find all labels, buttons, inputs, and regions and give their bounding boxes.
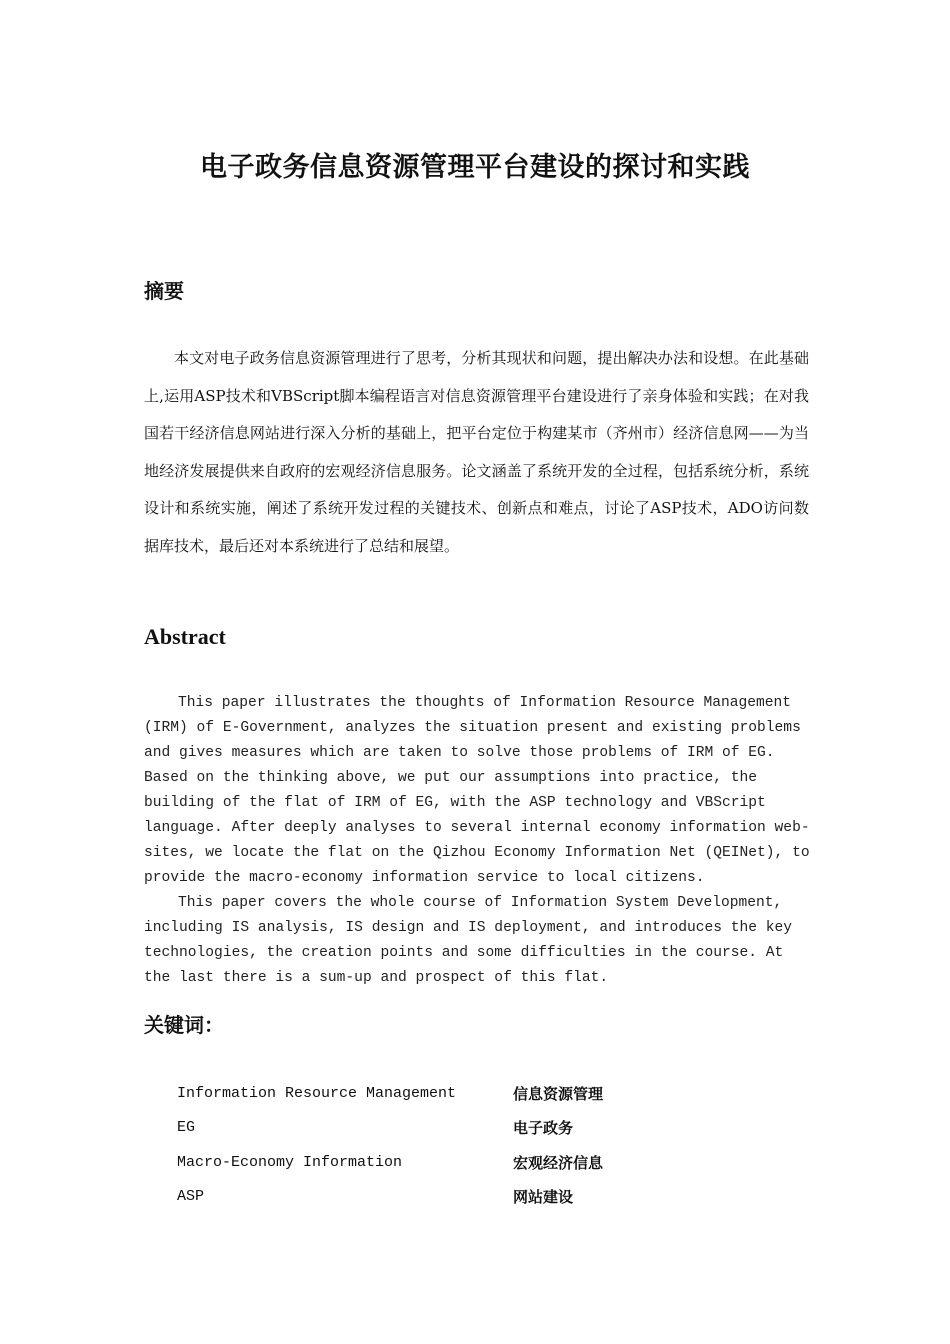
keyword-cn: 网站建设 — [513, 1188, 574, 1207]
abstract-cn-body — [144, 340, 809, 565]
keyword-en: Information Resource Management — [177, 1084, 457, 1102]
paper-title: 电子政务信息资源管理平台建设的探讨和实践 — [200, 152, 750, 183]
abstract-en-paragraph-2: This paper covers the whole course of Information System Development, including IS analysis, IS design and IS deployment, and introduces the key technologies, the creation points and some difficulties in the course. At the last there is a sum-up and prospect of this flat. — [144, 895, 793, 986]
keyword-row — [177, 1145, 737, 1180]
keyword-row — [177, 1111, 737, 1146]
abstract-en-paragraph-1: This paper illustrates the thoughts of Information Resource Management (IRM) of E-Government, analyzes the situation present and existing problems and gives measures which are taken to solve those problems of IRM of EG. Based on the thinking above, we put our assumptions into practice, the building of the flat of IRM of EG, with the ASP technology and VBScript language. After deeply analyses to several internal economy information web-sites, we locate the flat on the Qizhou Economy Information Net (QEINet), to provide the macro-economy information service to local citizens. — [144, 695, 810, 886]
keywords-list — [177, 1076, 737, 1214]
keyword-cn: 宏观经济信息 — [513, 1153, 604, 1172]
keyword-cn: 信息资源管理 — [513, 1084, 604, 1103]
abstract-en-heading: Abstract — [144, 624, 226, 649]
abstract-cn-paragraph: 本文对电子政务信息资源管理进行了思考，分析其现状和问题，提出解决办法和设想。在此基础上,运用ASP技术和VBScript脚本编程语言对信息资源管理平台建设进行了亲身体验和实践；在对我国若干经济信息网站进行深入分析的基础上，把平台定位于构建某市（齐州市）经济信息网——为当地经济发展提供来自政府的宏观经济信息服务。论文涵盖了系统开发的全过程，包括系统分析，系统设计和系统实施，阐述了系统开发过程的关键技术、创新点和难点，讨论了ASP技术，ADO访问数据库技术，最后还对本系统进行了总结和展望。 — [144, 349, 809, 555]
keywords-heading: 关键词： — [144, 1013, 224, 1037]
keyword-en: Macro-Economy Information — [177, 1153, 403, 1171]
abstract-en-body — [144, 691, 814, 991]
keyword-cn: 电子政务 — [513, 1119, 574, 1138]
keyword-row — [177, 1180, 737, 1215]
abstract-cn-heading: 摘要 — [144, 279, 184, 303]
keyword-en: ASP — [177, 1188, 205, 1206]
keyword-en: EG — [177, 1119, 196, 1137]
keyword-row — [177, 1076, 737, 1111]
